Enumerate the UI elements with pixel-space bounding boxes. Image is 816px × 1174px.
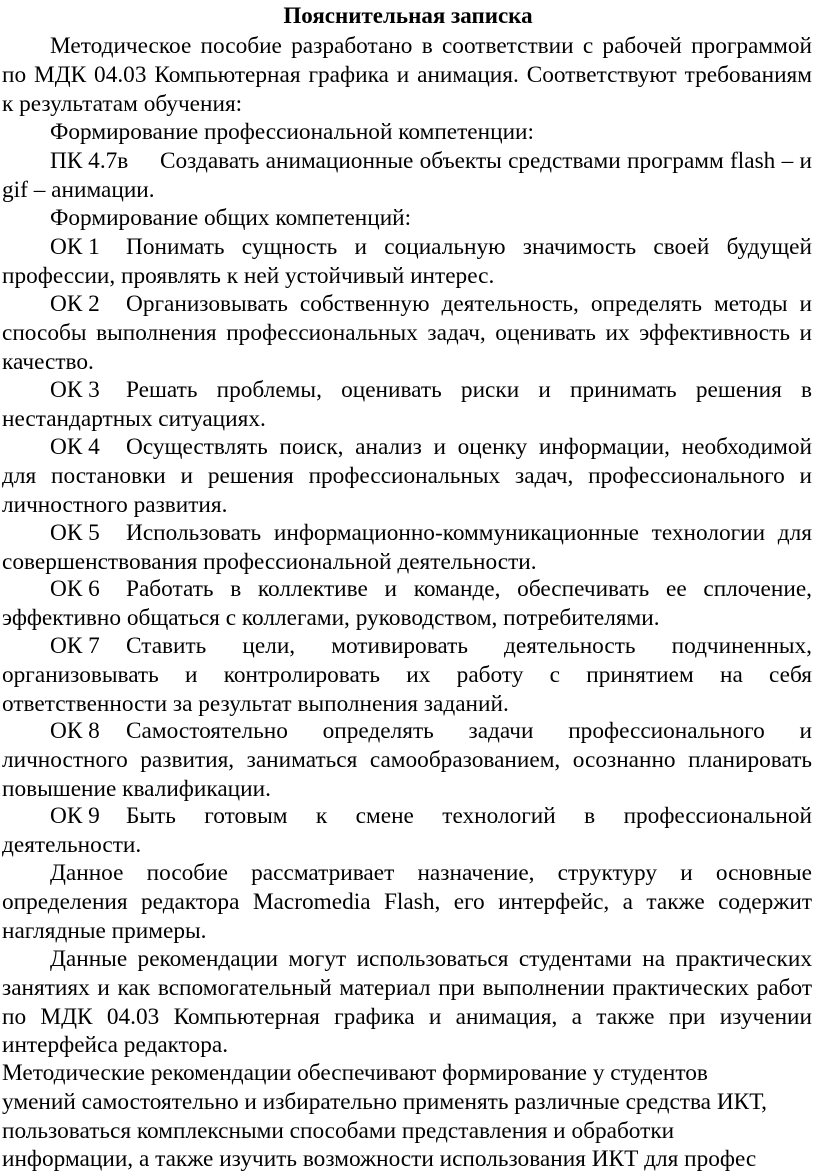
ok-code: ОК 1 (50, 234, 100, 260)
ok-text: Работать в коллективе и команде, обеспечивать ее сплочение, эффективно общаться с коллегами, руководством, потребителями. (2, 576, 812, 631)
document-title: Пояснительная записка (283, 3, 533, 28)
ok-text: Организовывать собственную деятельность, определять методы и способы выполнения профессиональных задач, оценивать их эффективность и качество. (2, 291, 812, 375)
pk-text: Создавать анимационные объекты средствами программ flash – и gif – анимации. (2, 148, 812, 203)
ok-code: ОК 7 (50, 633, 100, 659)
ok-code: ОК 4 (50, 434, 100, 460)
ok-item-7 (2, 632, 812, 718)
ok-item-3 (2, 376, 812, 434)
ok-item-4 (2, 433, 812, 519)
ok-item-6 (2, 575, 812, 633)
ok-code: ОК 9 (50, 803, 100, 829)
ok-text: Ставить цели, мотивировать деятельность подчиненных, организовывать и контролировать их работу с принятием на себя ответственности за результат выполнения заданий. (2, 633, 812, 717)
general-competence-heading: Формирование общих компетенций: (50, 205, 412, 231)
ok-text: Решать проблемы, оценивать риски и принимать решения в нестандартных ситуациях. (2, 377, 812, 432)
ok-code: ОК 6 (50, 576, 100, 602)
ok-code: ОК 5 (50, 520, 100, 546)
ok-text: Быть готовым к смене технологий в профессиональной деятельности. (2, 803, 812, 858)
ok-item-8 (2, 717, 812, 803)
ok-item-9 (2, 802, 812, 860)
body-paragraph-3: Методические рекомендации обеспечивают формирование у студентов умений самостоятельно и избирательно применять различные средства ИКТ, пользоваться комплексными способами представления и обработки информации, а также изучить возможности использования ИКТ для профес (2, 1060, 767, 1173)
ok-item-1 (2, 233, 812, 291)
ok-item-5 (2, 519, 812, 577)
ok-text: Самостоятельно определять задачи профессионального и личностного развития, заниматься самообразованием, осознанно планировать повышение квалификации. (2, 718, 812, 802)
ok-code: ОК 2 (50, 291, 100, 317)
ok-code: ОК 3 (50, 377, 100, 403)
body-paragraph-1: Данное пособие рассматривает назначение, структуру и основные определения редактора Macromedia Flash, его интерфейс, а также содержит наглядные примеры. (2, 860, 812, 944)
ok-text: Использовать информационно-коммуникационные технологии для совершенствования профессиональной деятельности. (2, 520, 812, 575)
ok-code: ОК 8 (50, 718, 100, 744)
body-paragraph-2: Данные рекомендации могут использоваться студентами на практических занятиях и как вспомогательный материал при выполнении практических работ по МДК 04.03 Компьютерная графика и анимация, а также при изучении интерфейса редактора. (2, 946, 812, 1059)
pk-item (2, 147, 812, 205)
ok-text: Осуществлять поиск, анализ и оценку информации, необходимой для постановки и решения профессиональных задач, профессионального и личностного развития. (2, 434, 812, 518)
ok-text: Понимать сущность и социальную значимость своей будущей профессии, проявлять к ней устойчивый интерес. (2, 234, 812, 289)
prof-competence-heading: Формирование профессиональной компетенции: (50, 119, 534, 145)
ok-item-2 (2, 290, 812, 376)
intro-paragraph: Методическое пособие разработано в соответствии с рабочей программой по МДК 04.03 Компьютерная графика и анимация. Соответствуют требованиям к результатам обучения: (2, 33, 812, 117)
pk-code: ПК 4.7в (50, 148, 129, 174)
